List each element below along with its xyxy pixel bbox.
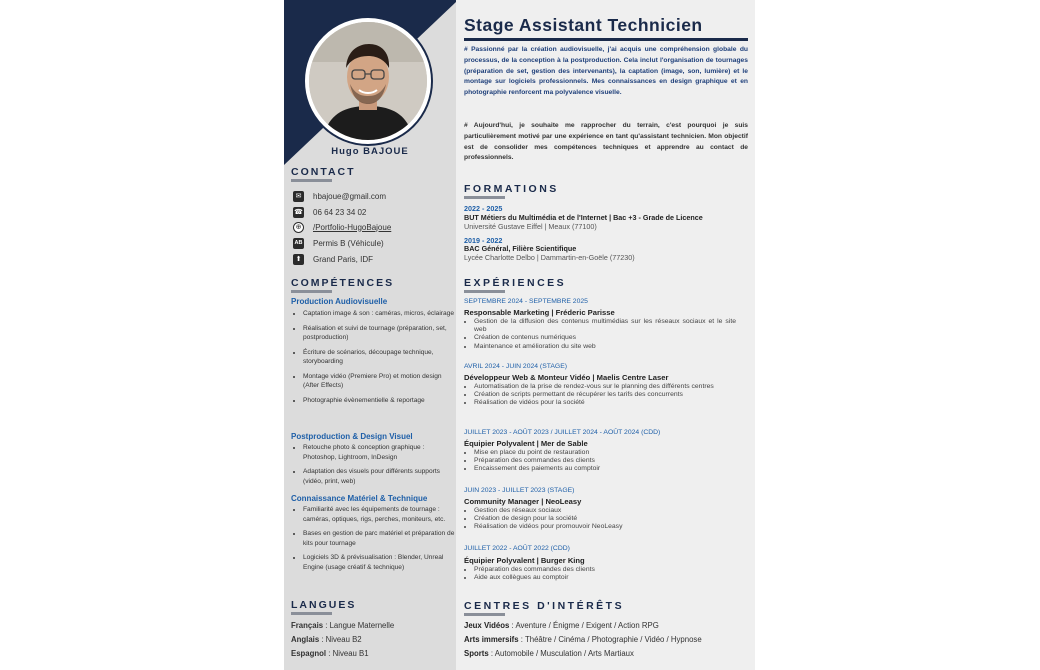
task-item: • Gestion de la diffusion des contenus multimédias sur les réseaux sociaux et le site web — [474, 318, 736, 334]
contact-phone-text: 06 64 23 34 02 — [313, 207, 367, 217]
skill-item: • Écriture de scénarios, découpage technique, storyboarding — [303, 348, 459, 367]
language-level: Langue Maternelle — [329, 621, 395, 630]
globe-icon: ⊕ — [293, 222, 304, 233]
skill-list-materiel — [293, 505, 459, 577]
sidebar — [284, 0, 456, 670]
skill-group-title: Connaissance Matériel & Technique — [291, 494, 428, 503]
skill-item: • Adaptation des visuels pour différents supports (vidéo, print, web) — [303, 467, 459, 486]
experience-dates: JUIN 2023 - JUILLET 2023 (STAGE) — [464, 487, 575, 494]
mail-icon: ✉ — [293, 191, 304, 202]
task-item: • Création de scripts permettant de récupérer les tarifs des concurrents — [474, 391, 736, 399]
interest-label: Sports — [464, 649, 489, 658]
experience-tasks — [464, 449, 736, 474]
contact-license-text: Permis B (Véhicule) — [313, 238, 384, 248]
language-level: Niveau B2 — [325, 635, 362, 644]
task-item: • Encaissement des paiements au comptoir — [474, 465, 736, 473]
interest-label: Jeux Vidéos — [464, 621, 510, 630]
candidate-name: Hugo BAJOUE — [331, 146, 409, 157]
avatar-illustration — [309, 22, 427, 140]
formation-school: Lycée Charlotte Delbo | Dammartin-en-Goële (77230) — [464, 253, 635, 262]
skill-item: • Photographie évènementielle & reportage — [303, 396, 459, 406]
skill-item: • Montage vidéo (Premiere Pro) et motion design (After Effects) — [303, 372, 459, 391]
contact-phone[interactable] — [293, 205, 366, 219]
skill-item: • Réalisation et suivi de tournage (préparation, set, postproduction) — [303, 324, 459, 343]
interest-row: Jeux Vidéos : Aventure / Énigme / Exigent / Action RPG — [464, 621, 659, 630]
contact-heading: CONTACT — [291, 166, 356, 178]
experience-tasks — [464, 318, 736, 351]
language-name: Français — [291, 621, 324, 630]
interest-value: Aventure / Énigme / Exigent / Action RPG — [515, 621, 659, 630]
experience-tasks — [464, 383, 736, 408]
phone-icon: ☎ — [293, 207, 304, 218]
main-column — [464, 0, 748, 670]
langues-heading-bar — [291, 612, 332, 615]
formations-heading: FORMATIONS — [464, 183, 559, 195]
contact-heading-bar — [291, 179, 332, 182]
experience-tasks — [464, 507, 736, 532]
experience-dates: AVRIL 2024 - JUIN 2024 (STAGE) — [464, 363, 567, 370]
page-title: Stage Assistant Technicien — [464, 15, 703, 35]
competences-heading: COMPÉTENCES — [291, 277, 395, 289]
skill-list-production — [293, 309, 459, 410]
experience-role: Développeur Web & Monteur Vidéo | Maelis Centre Laser — [464, 373, 669, 382]
task-item: • Réalisation de vidéos pour la société — [474, 399, 736, 407]
interets-heading: CENTRES D'INTÉRÊTS — [464, 600, 625, 612]
task-item: • Création de contenus numériques — [474, 334, 736, 342]
interest-value: Automobile / Musculation / Arts Martiaux — [494, 649, 634, 658]
contact-location — [293, 252, 373, 266]
profile-photo — [305, 18, 431, 144]
contact-license — [293, 236, 384, 250]
interest-value: Théâtre / Cinéma / Photographie / Vidéo / Hypnose — [524, 635, 702, 644]
formation-school: Université Gustave Eiffel | Meaux (77100) — [464, 222, 597, 231]
task-item: • Préparation des commandes des clients — [474, 457, 736, 465]
portfolio-link-text: /Portfolio-HugoBajoue — [313, 222, 392, 232]
contact-email[interactable] — [293, 189, 386, 203]
experience-role: Équipier Polyvalent | Burger King — [464, 556, 585, 565]
skill-item: • Logiciels 3D & prévisualisation : Blender, Unreal Engine (usage créatif & technique) — [303, 553, 459, 572]
experience-role: Équipier Polyvalent | Mer de Sable — [464, 439, 588, 448]
cv-page — [284, 0, 755, 670]
skill-list-postproduction — [293, 443, 459, 491]
langues-heading: LANGUES — [291, 599, 357, 611]
summary-paragraph-2: # Aujourd'hui, je souhaite me rapprocher du terrain, c'est pourquoi je suis particulièrement motivé par une expérience en tant qu'assistant technicien. Mon objectif est de consolider mes compétences techniques et apprendre au contact de professionnels. — [464, 122, 748, 162]
interest-row: Sports : Automobile / Musculation / Arts Martiaux — [464, 649, 634, 658]
skill-item: • Retouche photo & conception graphique : Photoshop, Lightroom, InDesign — [303, 443, 459, 462]
location-pin-icon: ⬆ — [293, 254, 304, 265]
title-rule — [464, 38, 748, 41]
task-item: • Mise en place du point de restauration — [474, 449, 736, 457]
experience-role: Responsable Marketing | Fréderic Parisse — [464, 308, 615, 317]
experiences-heading: EXPÉRIENCES — [464, 277, 567, 289]
license-icon: AB — [293, 238, 304, 249]
language-name: Anglais — [291, 635, 320, 644]
language-row: Anglais : Niveau B2 — [291, 635, 362, 644]
skill-group-title: Postproduction & Design Visuel — [291, 432, 413, 441]
task-item: • Gestion des réseaux sociaux — [474, 507, 736, 515]
experiences-heading-bar — [464, 290, 505, 293]
summary-paragraph-1: # Passionné par la création audiovisuelle, j'ai acquis une compréhension globale du processus, de la conception à la postproduction. Cela inclut l'organisation de tournages (préparation de set, gestion des intervenants), la captation (image, son, lumière) et le montage sur logiciels professionnels. Mes connaissances en design graphique et en photographie renforcent ma polyvalence visuelle. — [464, 46, 748, 97]
language-row: Espagnol : Niveau B1 — [291, 649, 369, 658]
task-item: • Préparation des commandes des clients — [474, 566, 736, 574]
task-item: • Automatisation de la prise de rendez-vous sur le planning des différents centres — [474, 383, 736, 391]
skill-item: • Bases en gestion de parc matériel et préparation de kits pour tournage — [303, 529, 459, 548]
skill-item: • Captation image & son : caméras, micros, éclairage — [303, 309, 459, 319]
formation-dates: 2019 - 2022 — [464, 236, 503, 245]
competences-heading-bar — [291, 290, 332, 293]
interets-heading-bar — [464, 613, 505, 616]
formation-degree: BAC Général, Filière Scientifique — [464, 244, 577, 253]
experience-dates: JUILLET 2023 - AOÛT 2023 / JUILLET 2024 - AOÛT 2024 (CDD) — [464, 429, 661, 436]
formations-heading-bar — [464, 196, 505, 199]
experience-tasks — [464, 566, 736, 582]
interest-label: Arts immersifs — [464, 635, 519, 644]
task-item: • Réalisation de vidéos pour promouvoir NeoLeasy — [474, 523, 736, 531]
skill-item: • Familiarité avec les équipements de tournage : caméras, optiques, rigs, perches, moniteurs, etc. — [303, 505, 459, 524]
interest-row: Arts immersifs : Théâtre / Cinéma / Photographie / Vidéo / Hypnose — [464, 635, 702, 644]
experience-role: Community Manager | NeoLeasy — [464, 497, 582, 506]
task-item: • Création de design pour la société — [474, 515, 736, 523]
formation-dates: 2022 - 2025 — [464, 204, 503, 213]
experience-dates: JUILLET 2022 - AOÛT 2022 (CDD) — [464, 545, 570, 552]
language-row: Français : Langue Maternelle — [291, 621, 395, 630]
task-item: • Aide aux collègues au comptoir — [474, 574, 736, 582]
language-level: Niveau B1 — [332, 649, 369, 658]
contact-email-text: hbajoue@gmail.com — [313, 191, 387, 201]
task-item: • Maintenance et amélioration du site web — [474, 343, 736, 351]
language-name: Espagnol — [291, 649, 327, 658]
formation-degree: BUT Métiers du Multimédia et de l'Internet | Bac +3 - Grade de Licence — [464, 213, 703, 222]
contact-portfolio-link[interactable] — [293, 220, 391, 234]
contact-location-text: Grand Paris, IDF — [313, 254, 374, 264]
experience-dates: SEPTEMBRE 2024 - SEPTEMBRE 2025 — [464, 298, 588, 305]
skill-group-title: Production Audiovisuelle — [291, 297, 388, 306]
